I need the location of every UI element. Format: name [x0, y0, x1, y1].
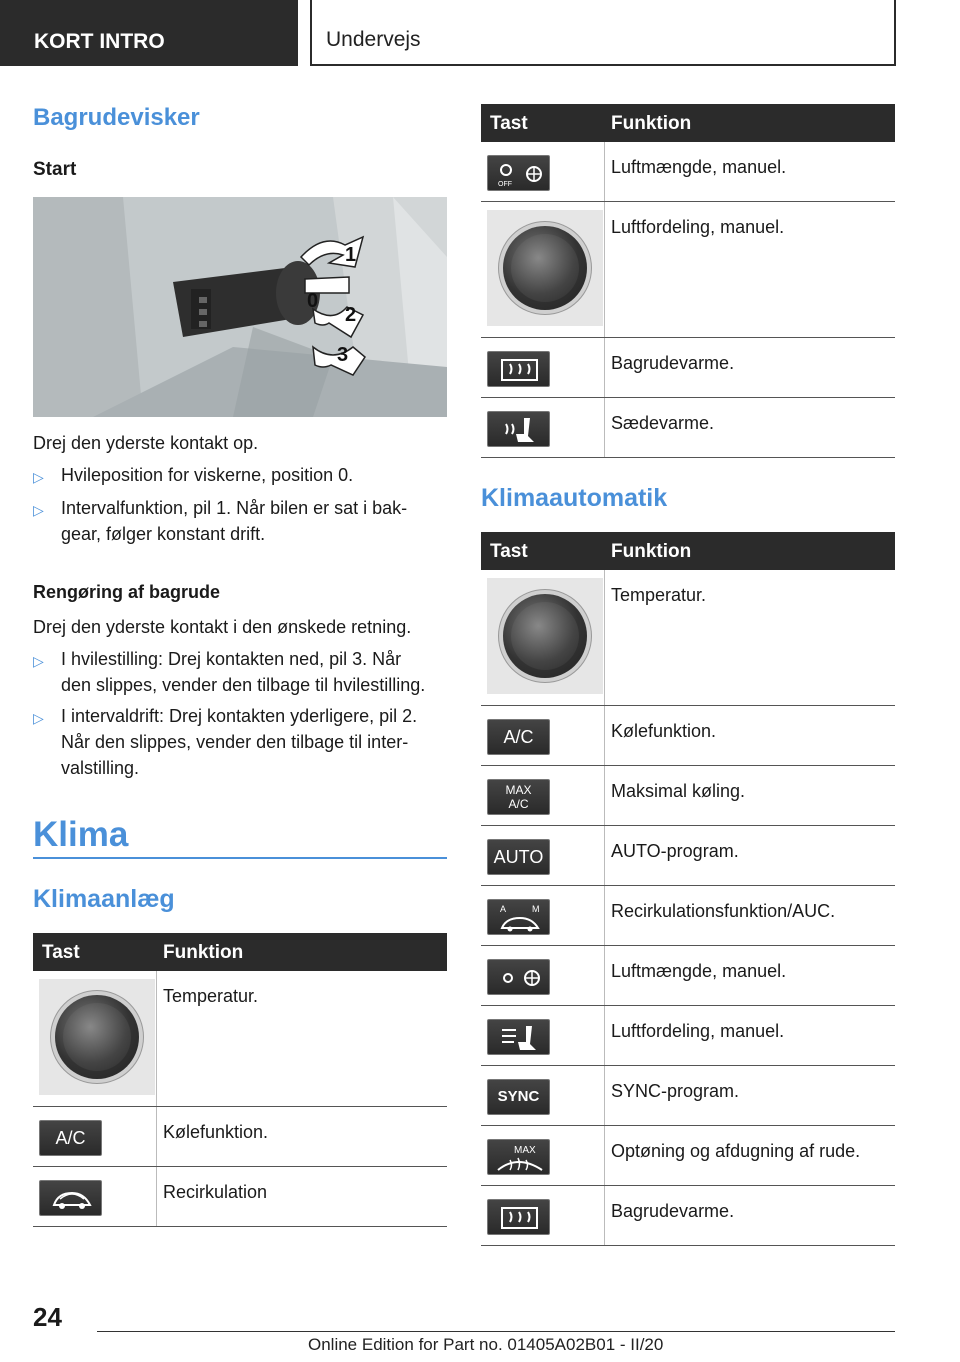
recirculation-auc-icon[interactable] — [487, 899, 550, 935]
page-header — [0, 0, 960, 66]
table-row: Bagrudevarme. — [481, 1186, 895, 1246]
table-row: A/C Kølefunktion. — [33, 1107, 447, 1167]
ac-button-icon[interactable]: A/C — [487, 719, 550, 755]
position-label-0: 0 — [307, 290, 319, 312]
arrow-label-1: 1 — [345, 244, 357, 266]
table-row: A M Recirkulationsfunktion/AUC. — [481, 886, 895, 946]
bullet-item: ▷ I hvilestilling: Drej kontakten ned, pil 3. Når den slippes, vender den tilbage til hvilestilling. — [33, 649, 426, 695]
table-header: Tast Funktion — [481, 532, 895, 570]
page-number: 24 — [33, 1302, 62, 1332]
table-row: MAX Optøning og afdugning af rude. — [481, 1126, 895, 1186]
triangle-bullet-icon: ▷ — [33, 502, 44, 518]
arrow-label-3: 3 — [337, 344, 349, 366]
subheading-start: Start — [33, 159, 77, 180]
recirculation-icon[interactable] — [39, 1180, 102, 1216]
table-row: MAX A/C Maksimal køling. — [481, 766, 895, 826]
triangle-bullet-icon: ▷ — [33, 469, 44, 485]
bullet-item: ▷ I intervaldrift: Drej kontakten yderligere, pil 2. Når den slippes, vender den tilbage til inter- valstilling. — [33, 706, 418, 778]
table-row: Luftfordeling, manuel. — [481, 202, 895, 338]
subheading-rengoring: Rengøring af bagrude — [33, 582, 221, 602]
bullet-item: ▷ Hvileposition for viskerne, position 0. — [33, 462, 453, 488]
fan-speed-icon[interactable] — [487, 959, 550, 995]
bullet-item: ▷ Intervalfunktion, pil 1. Når bilen er sat i bak- gear, følger konstant drift. — [33, 498, 408, 544]
table-header: Tast Funktion — [481, 104, 895, 142]
svg-text:M: M — [532, 904, 540, 914]
table-row: OFF Luftmængde, manuel. — [481, 142, 895, 202]
heading-klimaautomatik: Klimaautomatik — [481, 484, 668, 512]
temperature-dial-icon[interactable] — [39, 979, 155, 1095]
heading-klimaanlaeg: Klimaanlæg — [33, 885, 175, 913]
svg-text:A: A — [500, 904, 507, 914]
triangle-bullet-icon: ▷ — [33, 653, 44, 669]
air-distribution-icon[interactable] — [487, 1019, 550, 1055]
table-row: Sædevarme. — [481, 398, 895, 458]
rear-defrost-icon[interactable] — [487, 1199, 550, 1235]
footer-edition: Online Edition for Part no. 01405A02B01 - II/20 — [308, 1335, 664, 1354]
table-row: Bagrudevarme. — [481, 338, 895, 398]
seat-heating-icon[interactable] — [487, 411, 550, 447]
max-defrost-icon[interactable] — [487, 1139, 550, 1175]
wiper-stalk-photo — [33, 197, 447, 417]
heading-klima: Klima — [33, 815, 129, 854]
paragraph-drej: Drej den yderste kontakt op. — [33, 433, 259, 453]
air-distribution-dial-icon[interactable] — [487, 210, 603, 326]
table-row: SYNC SYNC-program. — [481, 1066, 895, 1126]
auto-button-icon[interactable]: AUTO — [487, 839, 550, 875]
table-row: Recirkulation — [33, 1167, 447, 1227]
klimaautomatik-table — [481, 532, 895, 1246]
table-header: Tast Funktion — [33, 933, 447, 971]
table-row: Luftmængde, manuel. — [481, 946, 895, 1006]
section-tab[interactable]: KORT INTRO — [0, 0, 298, 66]
svg-text:MAX: MAX — [514, 1145, 536, 1156]
svg-text:OFF: OFF — [498, 181, 512, 188]
table-row: A/C Kølefunktion. — [481, 706, 895, 766]
paragraph-drej-2: Drej den yderste kontakt i den ønskede retning. — [33, 617, 412, 637]
max-ac-icon[interactable]: MAX A/C — [487, 779, 550, 815]
rear-defrost-icon[interactable] — [487, 351, 550, 387]
heading-bagrudevisker: Bagrudevisker — [33, 104, 200, 131]
fan-off-icon[interactable] — [487, 155, 550, 191]
klimaanlaeg-table-continued — [481, 104, 895, 458]
wiper-stalk-illustration — [33, 197, 447, 417]
klimaanlaeg-table — [33, 933, 447, 1227]
sync-button-icon[interactable]: SYNC — [487, 1079, 550, 1115]
temperature-dial-icon[interactable] — [487, 578, 603, 694]
ac-button-icon[interactable]: A/C — [39, 1120, 102, 1156]
table-row: Temperatur. — [33, 971, 447, 1107]
chapter-tab[interactable]: Undervejs — [310, 0, 896, 66]
heading-rule — [33, 857, 447, 859]
table-row: Luftfordeling, manuel. — [481, 1006, 895, 1066]
footer-rule — [97, 1331, 895, 1332]
table-row: Temperatur. — [481, 570, 895, 706]
table-row: AUTO AUTO-program. — [481, 826, 895, 886]
triangle-bullet-icon: ▷ — [33, 710, 44, 726]
arrow-label-2: 2 — [345, 304, 357, 326]
